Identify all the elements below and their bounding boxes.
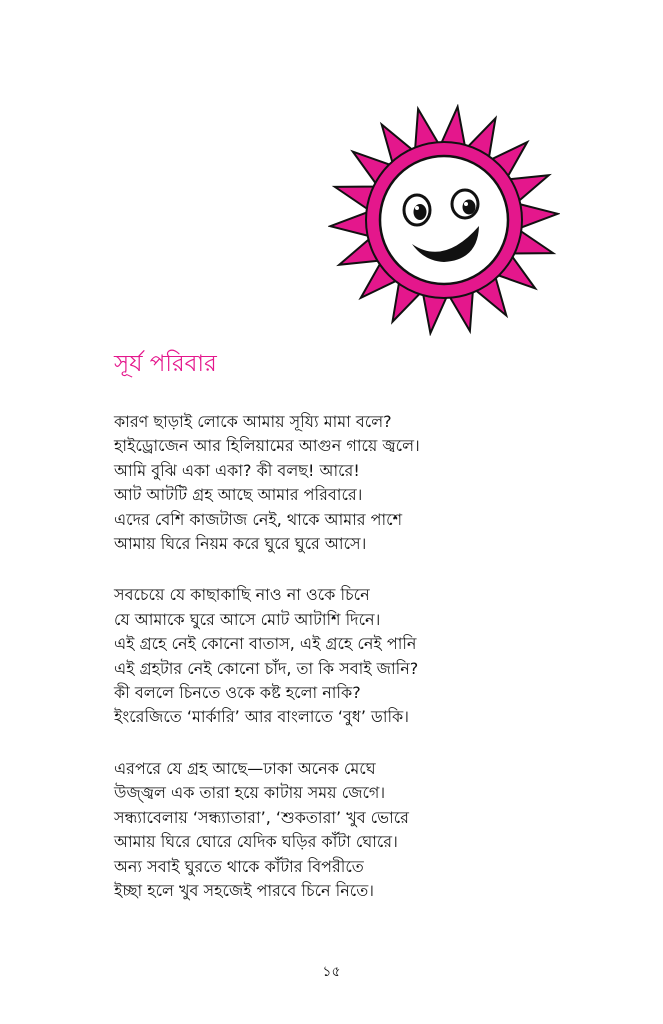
smiling-sun-icon (328, 104, 560, 336)
poem-line: সন্ধ্যাবেলায় ‘সন্ধ্যাতারা’, ‘শুকতারা’ খুব ভোরে (114, 807, 409, 827)
poem-line: কী বললে চিনতে ওকে কষ্ট হলো নাকি? (114, 683, 361, 703)
poem-title: সূর্য পরিবার (114, 351, 217, 377)
stanza (114, 757, 584, 903)
poem-line: হাইড্রোজেন আর হিলিয়ামের আগুন গায়ে জ্বলে। (114, 436, 420, 456)
poem-line: ইচ্ছা হলে খুব সহজেই পারবে চিনে নিতে। (114, 880, 374, 900)
stanza (114, 410, 584, 556)
stanza (114, 583, 584, 729)
poem-line: উজ্জ্বল এক তারা হয়ে কাটায় সময় জেগে। (114, 783, 386, 803)
poem-line: এদের বেশি কাজটাজ নেই, থাকে আমার পাশে (114, 509, 403, 529)
poem-line: এই গ্রহে নেই কোনো বাতাস, এই গ্রহে নেই পানি (114, 634, 417, 654)
left-eye-icon (404, 195, 430, 225)
poem-line: আমায় ঘিরে নিয়ম করে ঘুরে ঘুরে আসে। (114, 534, 367, 554)
poem-line: কারণ ছাড়াই লোকে আমায় সূয্যি মামা বলে? (114, 412, 392, 431)
right-eye-icon (452, 190, 478, 218)
poem-line: এই গ্রহটার নেই কোনো চাঁদ, তা কি সবাই জানি? (114, 658, 419, 678)
poem-line: আমায় ঘিরে ঘোরে যেদিক ঘড়ির কাঁটা ঘোরে। (114, 832, 398, 852)
poem-line: আট আটটি গ্রহ আছে আমার পরিবারে। (114, 485, 363, 505)
sun-face (380, 156, 508, 284)
poem-body (114, 410, 584, 930)
poem-line: আমি বুঝি একা একা? কী বলছ! আরে! (114, 460, 360, 480)
poem-line: ইংরেজিতে ‘মার্কারি’ আর বাংলাতে ‘বুধ’ ডাকি। (114, 707, 409, 727)
page-number: ১৫ (322, 964, 341, 980)
poem-line: অন্য সবাই ঘুরতে থাকে কাঁটার বিপরীতে (114, 856, 364, 876)
poem-line: যে আমাকে ঘুরে আসে মোট আটাশি দিনে। (114, 609, 381, 629)
poem-line: সবচেয়ে যে কাছাকাছি নাও না ওকে চিনে (114, 585, 370, 605)
poem-line: এরপরে যে গ্রহ আছে—ঢাকা অনেক মেঘে (114, 758, 376, 778)
